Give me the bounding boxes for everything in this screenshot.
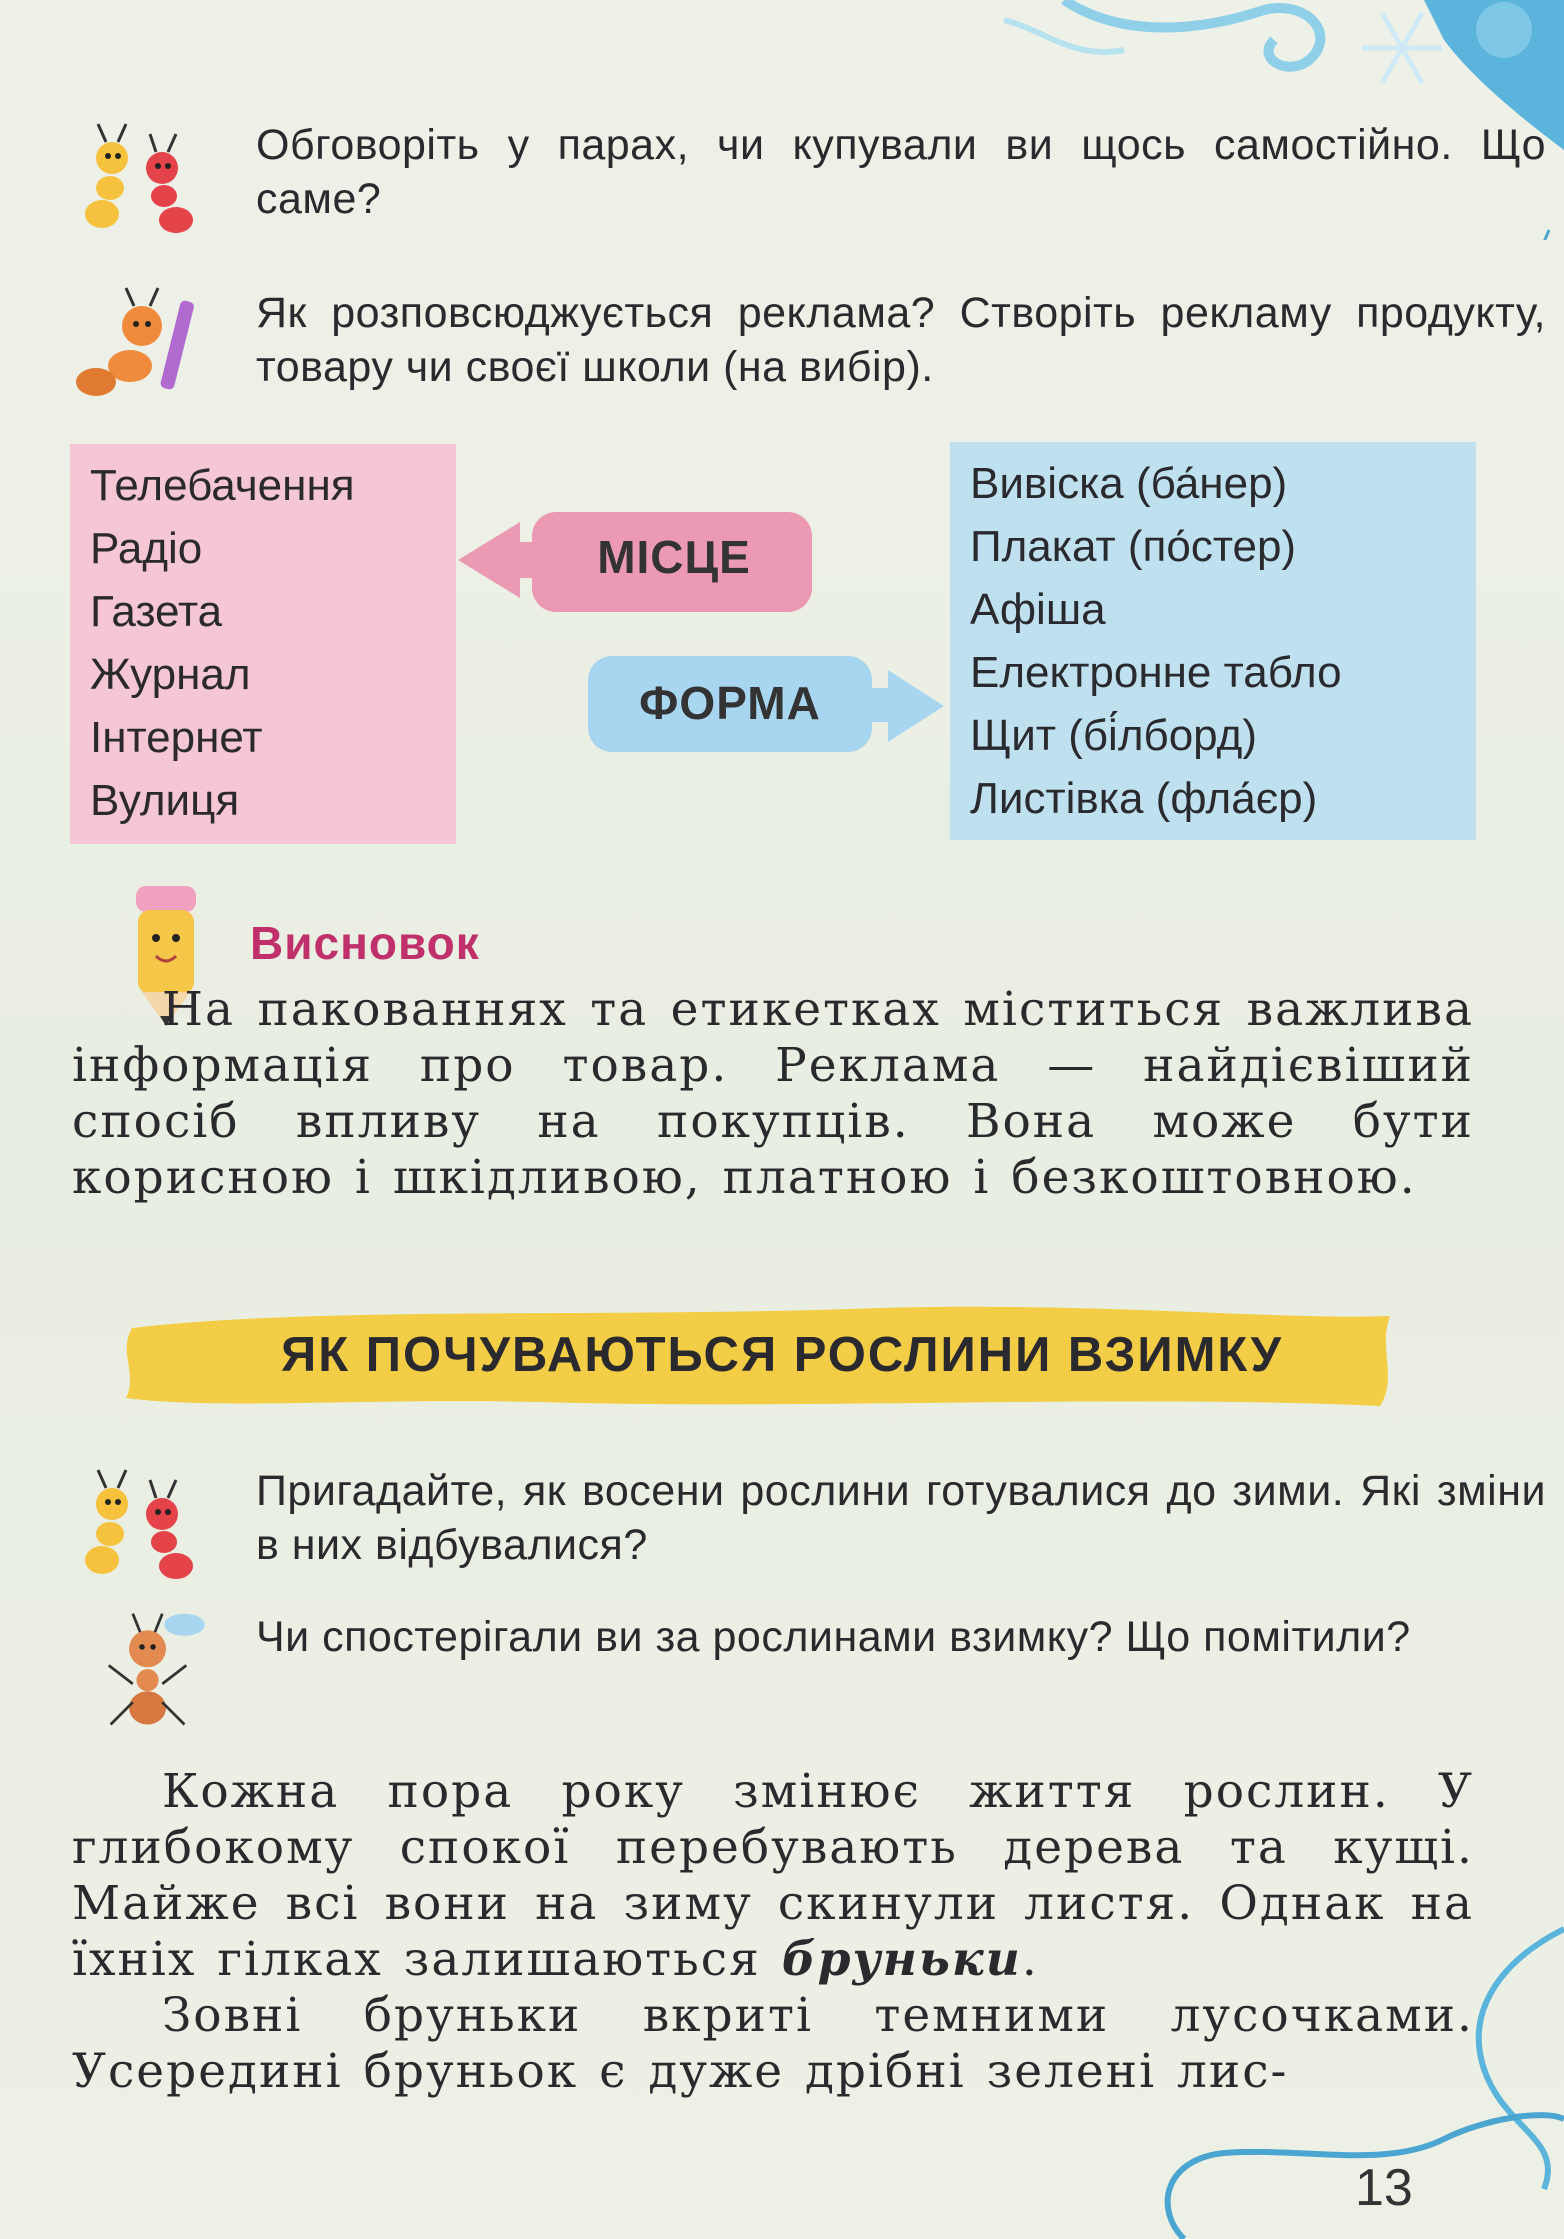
task-text: Пригадайте, як восени рослини готувалися до зими. Які зміни в них відбувалися?: [256, 1467, 1546, 1569]
ant-with-pencil-icon: [72, 286, 212, 406]
task-text: Обговоріть у парах, чи купували ви щось самостійно. Що саме?: [256, 121, 1546, 223]
body-text: Зовні бруньки вкриті темними лусочками. Усередині бруньок є дуже дрібні зелені лис-: [72, 1988, 1474, 2099]
form-label: ФОРМА: [639, 677, 821, 729]
ad-forms-box: [950, 442, 1476, 840]
emphasis-term: бруньки: [781, 1932, 1022, 1987]
form-item: Вивіска (ба́нер): [970, 459, 1288, 508]
form-item: Листівка (фла́єр): [970, 774, 1318, 823]
place-item: Телебачення: [90, 461, 355, 510]
form-item: Афіша: [970, 585, 1106, 634]
thinking-ant-icon: [72, 1610, 212, 1730]
place-item: Газета: [90, 587, 223, 636]
place-item: Радіо: [90, 524, 203, 573]
conclusion-text: [72, 982, 1474, 1206]
form-item: Електронне табло: [970, 648, 1342, 697]
body-text: .: [1021, 1932, 1039, 1987]
body-text: Кожна пора року змінює життя рослин. У глибокому спокої перебувають дерева та кущі. Майже всі вони на зиму скинули листя. Однак на їхніх гілках залишаються: [72, 1764, 1474, 1987]
task-text: Чи спостерігали ви за рослинами взимку? Що помітили?: [256, 1613, 1411, 1661]
place-label: МІСЦЕ: [597, 531, 751, 583]
task-text: Як розповсюджується реклама? Створіть рекламу продукту, товару чи своєї школи (на вибір).: [256, 289, 1546, 391]
swirl-decoration: [1144, 1809, 1564, 2239]
two-ants-icon: [72, 118, 212, 238]
page-number: 13: [1355, 2159, 1413, 2217]
two-ants-icon: [72, 1464, 212, 1584]
form-item: Щит (бі́лборд): [970, 711, 1257, 760]
form-item: Плакат (по́стер): [970, 522, 1297, 571]
section-title: ЯК ПОЧУВАЮТЬСЯ РОСЛИНИ ВЗИМКУ: [281, 1328, 1283, 1382]
conclusion-body: На пакованнях та етикетках міститься важлива інформація про товар. Реклама — найдієвіший спосіб впливу на покупців. Вона може бути корисною і шкідливою, платною і безкоштовною.: [72, 982, 1474, 1205]
place-item: Журнал: [90, 650, 251, 699]
place-item: Вулиця: [90, 776, 240, 825]
ad-places-box: [70, 444, 456, 844]
place-item: Інтернет: [90, 713, 263, 762]
conclusion-title: Висновок: [250, 917, 480, 969]
